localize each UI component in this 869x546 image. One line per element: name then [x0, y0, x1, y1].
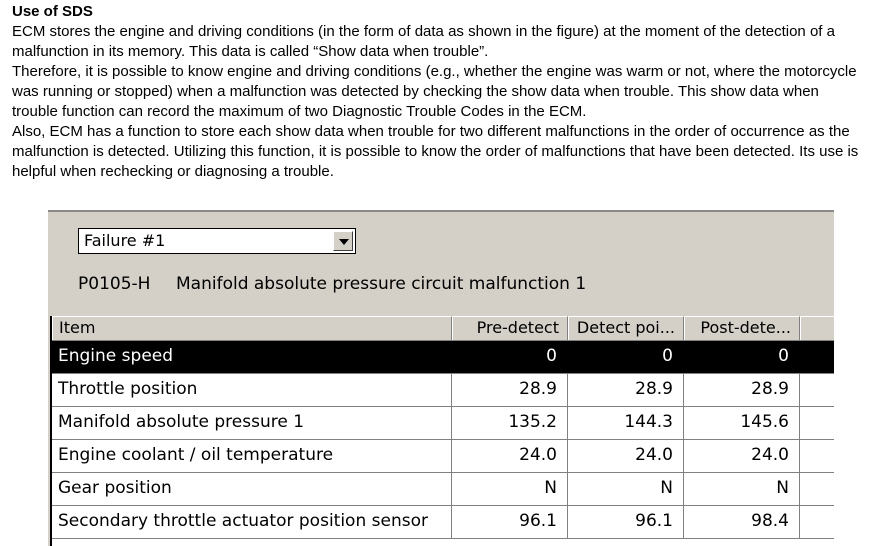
cell-post-detect: 0	[684, 341, 800, 373]
section-title: Use of SDS	[12, 3, 93, 20]
failure-dropdown[interactable]	[78, 228, 356, 254]
table-row[interactable]	[52, 506, 834, 539]
table-row[interactable]	[52, 407, 834, 440]
paragraph-1: ECM stores the engine and driving conditions (in the form of data as shown in the figure) at the moment of the detection of a malfunction in its memory. This data is called “Show data when trouble”.	[12, 23, 835, 60]
cell-item: Engine speed	[52, 341, 452, 373]
dropdown-button[interactable]	[333, 231, 353, 251]
sds-screen	[48, 210, 834, 546]
cell-item: Manifold absolute pressure 1	[52, 407, 452, 439]
cell-empty	[800, 374, 834, 406]
cell-item: Secondary throttle actuator position sensor	[52, 506, 452, 538]
cell-empty	[800, 440, 834, 472]
cell-post-detect: 24.0	[684, 440, 800, 472]
document-text	[12, 2, 864, 182]
column-header-empty	[800, 316, 834, 340]
cell-empty	[800, 407, 834, 439]
cell-detect-point: 0	[568, 341, 684, 373]
data-table	[50, 316, 834, 546]
cell-detect-point: 144.3	[568, 407, 684, 439]
cell-post-detect: 98.4	[684, 506, 800, 538]
column-header-detect-point[interactable]: Detect poi...	[568, 316, 684, 340]
column-header-post-detect[interactable]: Post-dete...	[684, 316, 800, 340]
cell-pre-detect: 135.2	[452, 407, 568, 439]
table-row[interactable]	[52, 341, 834, 374]
cell-pre-detect: 0	[452, 341, 568, 373]
table-header	[52, 316, 834, 341]
failure-dropdown-value: Failure #1	[84, 231, 166, 250]
cell-detect-point: 28.9	[568, 374, 684, 406]
table-row[interactable]	[52, 440, 834, 473]
cell-item: Engine coolant / oil temperature	[52, 440, 452, 472]
cell-pre-detect: 24.0	[452, 440, 568, 472]
cell-pre-detect: 96.1	[452, 506, 568, 538]
dtc-line	[78, 274, 586, 294]
cell-post-detect: 28.9	[684, 374, 800, 406]
column-header-pre-detect[interactable]: Pre-detect	[452, 316, 568, 340]
chevron-down-icon	[339, 239, 349, 245]
cell-post-detect: 145.6	[684, 407, 800, 439]
dtc-description: Manifold absolute pressure circuit malfunction 1	[176, 274, 587, 294]
table-row[interactable]	[52, 473, 834, 506]
dtc-code: P0105-H	[78, 274, 151, 294]
cell-empty	[800, 473, 834, 505]
cell-pre-detect: 28.9	[452, 374, 568, 406]
cell-empty	[800, 506, 834, 538]
cell-item: Gear position	[52, 473, 452, 505]
table-row[interactable]	[52, 374, 834, 407]
cell-post-detect: N	[684, 473, 800, 505]
cell-detect-point: N	[568, 473, 684, 505]
cell-pre-detect: N	[452, 473, 568, 505]
cell-item: Throttle position	[52, 374, 452, 406]
paragraph-2: Therefore, it is possible to know engine and driving conditions (e.g., whether the engine was warm or not, where the motorcycle was running or stopped) when a malfunction was detected by checking the show data when trouble. This show data when trouble function can record the maximum of two Diagnostic Trouble Codes in the ECM.	[12, 63, 857, 120]
paragraph-3: Also, ECM has a function to store each show data when trouble for two different malfunctions in the order of occurrence as the malfunction is detected. Utilizing this function, it is possible to know the order of malfunctions that have been detected. Its use is helpful when rechecking or diagnosing a trouble.	[12, 123, 859, 180]
cell-empty	[800, 341, 834, 373]
column-header-item[interactable]: Item	[52, 316, 452, 340]
cell-detect-point: 24.0	[568, 440, 684, 472]
cell-detect-point: 96.1	[568, 506, 684, 538]
